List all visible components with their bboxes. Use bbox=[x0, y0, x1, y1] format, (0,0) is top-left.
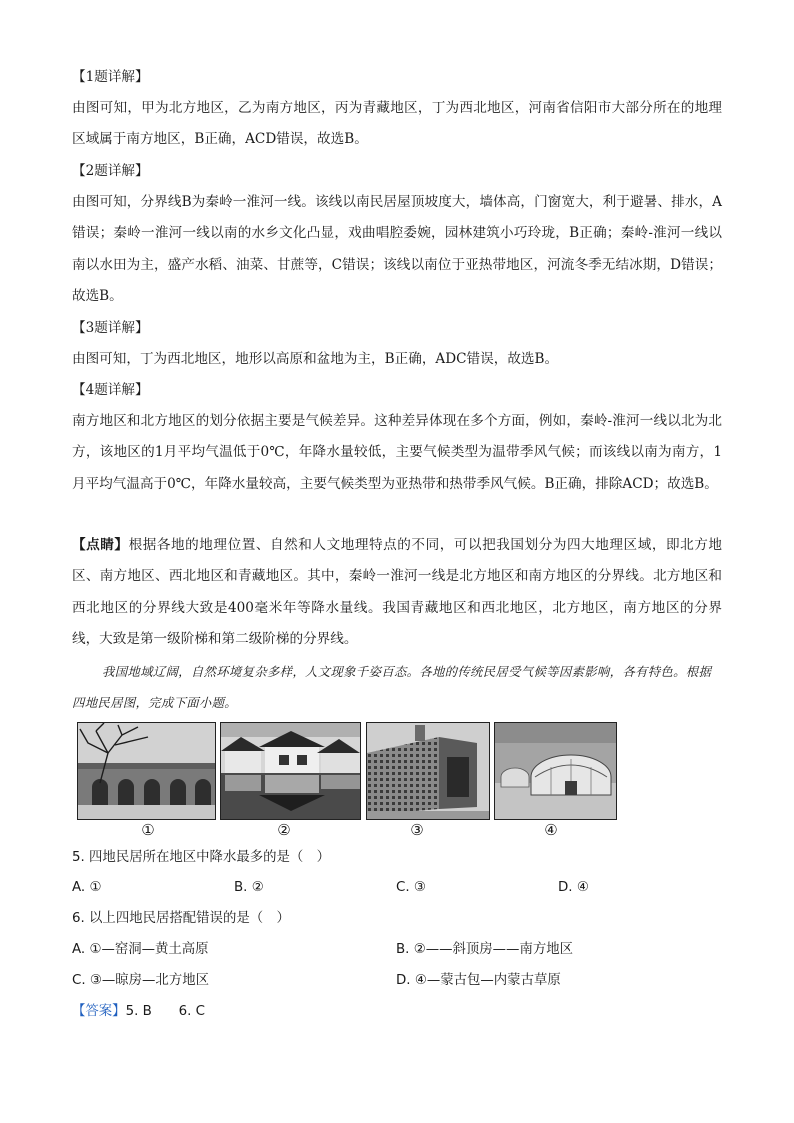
explanation-2-body: 由图可知，分界线B为秦岭一淮河一线。该线以南民居屋顶坡度大，墙体高，门窗宽大，利于避暑、排水，A错误；秦岭一淮河一线以南的水乡文化凸显，戏曲唱腔委婉，园林建筑小巧玲珑，B正确；秦岭-淮河一线以南以水田为主，盛产水稻、油菜、甘蔗等，C错误；该线以南位于亚热带地区，河流冬季无结冰期，D错误；故选B。 bbox=[72, 194, 722, 304]
comment-paragraph bbox=[72, 530, 722, 655]
comment-body: 根据各地的地理位置、自然和人文地理特点的不同，可以把我国划分为四大地理区域，即北方地区、南方地区、西北地区和青藏地区。其中，秦岭一淮河一线是北方地区和南方地区的分界线。北方地区和西北地区的分界线大致是400毫米年等降水量线。我国青藏地区和西北地区，北方地区，南方地区的分界线，大致是第一级阶梯和第二级阶梯的分界线。 bbox=[72, 537, 723, 647]
photo-drying-house bbox=[366, 722, 490, 820]
photo-label-3: ③ bbox=[410, 821, 424, 839]
question-5-option-c[interactable]: C. ③ bbox=[396, 880, 426, 895]
question-6-option-b[interactable]: B. ②——斜顶房——南方地区 bbox=[396, 942, 574, 957]
explanation-1-body: 由图可知，甲为北方地区，乙为南方地区，丙为青藏地区，丁为西北地区，河南省信阳市大部分所在的地理区域属于南方地区，B正确，ACD错误，故选B。 bbox=[72, 100, 722, 148]
photo-label-2: ② bbox=[277, 821, 291, 839]
question-6-option-d[interactable]: D. ④—蒙古包—内蒙古草原 bbox=[396, 973, 561, 988]
answer-line bbox=[72, 1002, 205, 1022]
question-6: 6. 以上四地民居搭配错误的是（ ） bbox=[72, 911, 290, 926]
photo-mongolian-yurt bbox=[494, 722, 617, 820]
explanation-3-body: 由图可知，丁为西北地区，地形以高原和盆地为主，B正确，ADC错误，故选B。 bbox=[72, 351, 559, 367]
question-5-option-a[interactable]: A. ① bbox=[72, 880, 102, 895]
photo-label-4: ④ bbox=[544, 821, 558, 839]
photo-label-1: ① bbox=[141, 821, 155, 839]
explanation-3-heading: 【3题详解】 bbox=[72, 320, 149, 336]
answer-text: 5. B 6. C bbox=[125, 1004, 205, 1019]
question-5: 5. 四地民居所在地区中降水最多的是（ ） bbox=[72, 850, 331, 865]
comment-tag: 【点睛】 bbox=[72, 537, 129, 553]
explanation-4-heading: 【4题详解】 bbox=[72, 382, 149, 398]
question-5-option-d[interactable]: D. ④ bbox=[558, 880, 589, 895]
explanation-2-heading: 【2题详解】 bbox=[72, 163, 149, 179]
question-6-option-c[interactable]: C. ③—晾房—北方地区 bbox=[72, 973, 209, 988]
photo-water-town bbox=[220, 722, 361, 820]
question-6-option-a[interactable]: A. ①—窑洞—黄土高原 bbox=[72, 942, 209, 957]
question-stem: 我国地域辽阔，自然环境复杂多样，人文现象千姿百态。各地的传统民居受气候等因素影响，各有特色。根据四地民居图，完成下面小题。 bbox=[72, 664, 712, 710]
photo-cave-dwelling bbox=[77, 722, 216, 820]
answer-tag: 【答案】 bbox=[72, 1004, 126, 1019]
explanation-4-body: 南方地区和北方地区的划分依据主要是气候差异。这种差异体现在多个方面，例如，秦岭-淮河一线以北为北方，该地区的1月平均气温低于0℃，年降水量较低，主要气候类型为温带季风气候；而该线以南为南方，1月平均气温高于0℃，年降水量较高，主要气候类型为亚热带和热带季风气候。B正确，排除ACD；故选B。 bbox=[72, 413, 722, 492]
question-5-option-b[interactable]: B. ② bbox=[234, 880, 264, 895]
explanation-1-heading: 【1题详解】 bbox=[72, 69, 149, 85]
